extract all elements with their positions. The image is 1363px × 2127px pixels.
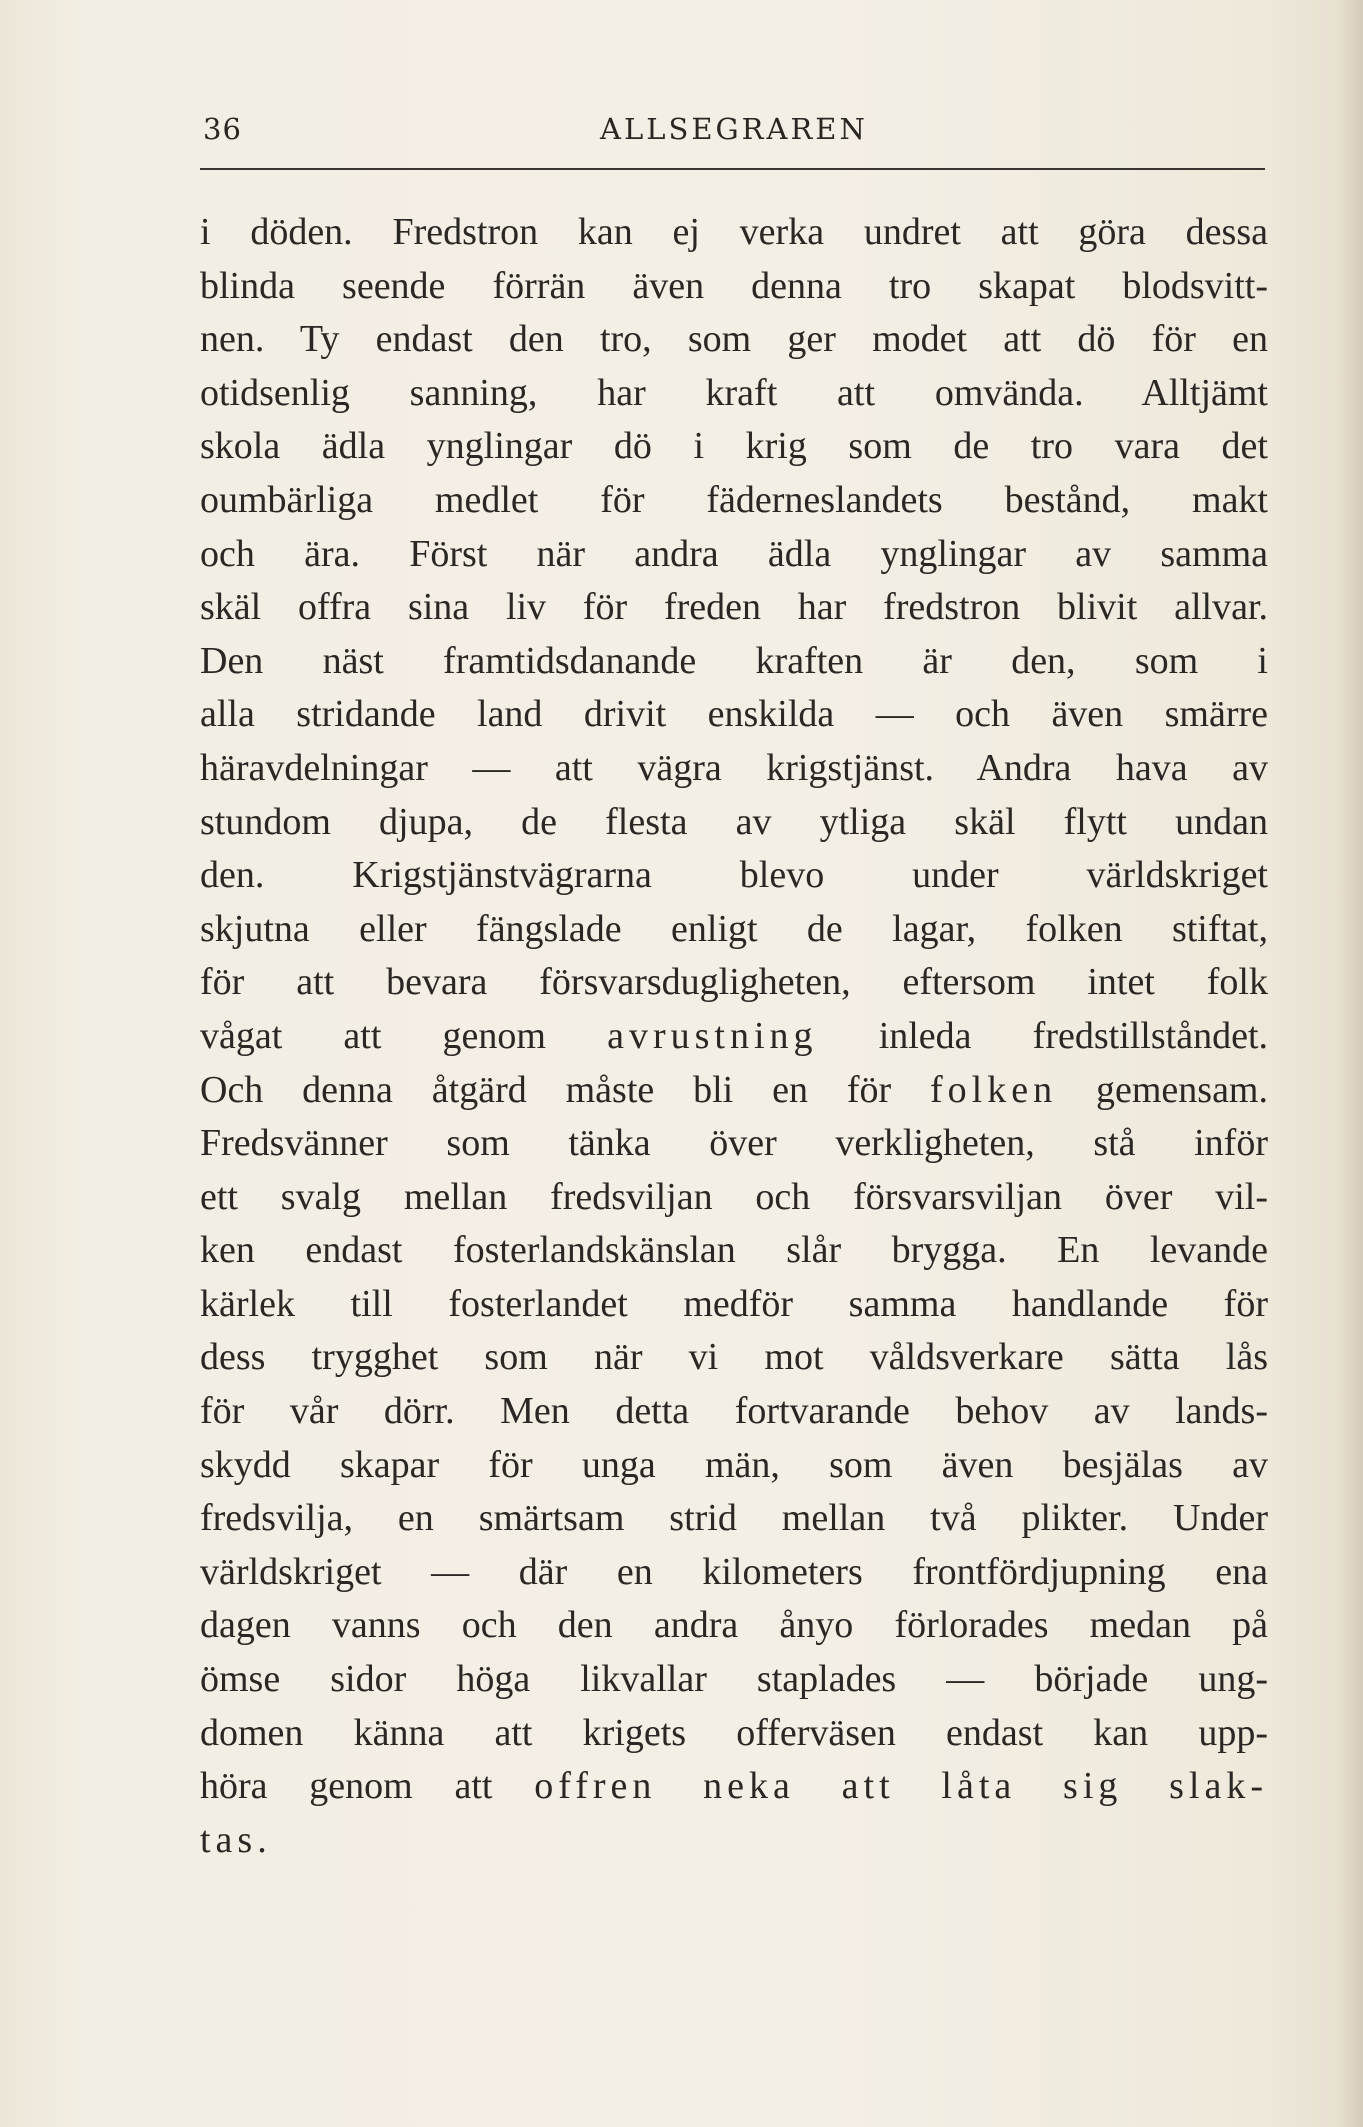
text-segment: gemensam. [1095, 1068, 1268, 1111]
text-line: Fredsvänner som tänka över verkligheten, stå inför [200, 1122, 1268, 1165]
text-line: häravdelningar — att vägra krigstjänst. Andra hava av [200, 746, 1268, 789]
running-title: ALLSEGRAREN [600, 112, 868, 146]
text-line: blinda seende förrän även denna tro skapat blodsvitt- [200, 264, 1268, 307]
text-line: och ära. Först när andra ädla ynglingar av samma [200, 532, 1268, 575]
text-line: domen känna att krigets offerväsen endast kan upp- [200, 1711, 1268, 1754]
text-line: nen. Ty endast den tro, som ger modet att dö för en [200, 318, 1268, 361]
text-line: tas. [200, 1818, 272, 1861]
text-line: Den näst framtidsdanande kraften är den, som i [200, 639, 1268, 682]
text-line: oumbärliga medlet för fäderneslandets bestånd, makt [200, 478, 1268, 521]
text-line: i döden. Fredstron kan ej verka undret att göra dessa [200, 211, 1268, 253]
text-line: världskriget — där en kilometers frontfördjupning ena [200, 1550, 1268, 1593]
text-line: dess trygghet som när vi mot våldsverkare sätta lås [200, 1336, 1268, 1379]
text-line: ett svalg mellan fredsviljan och försvarsviljan över vil- [200, 1175, 1268, 1218]
spaced-emphasis: folken [930, 1068, 1058, 1111]
header-rule [200, 168, 1265, 170]
text-line: otidsenlig sanning, har kraft att omvända. Alltjämt [200, 371, 1268, 414]
text-line: alla stridande land drivit enskilda — och även smärre [200, 693, 1268, 736]
page-number: 36 [203, 112, 242, 146]
text-line: för vår dörr. Men detta fortvarande behov av lands- [200, 1390, 1268, 1433]
page-edge-shadow [1337, 0, 1363, 2127]
body-text [200, 206, 1268, 1867]
text-line: kärlek till fosterlandet medför samma handlande för [200, 1282, 1268, 1325]
text-line: ömse sidor höga likvallar staplades — började ung- [200, 1658, 1268, 1701]
spaced-emphasis: offren neka att låta sig slak- [534, 1765, 1269, 1808]
text-line: dagen vanns och den andra ånyo förlorades medan på [200, 1604, 1268, 1647]
text-line: den. Krigstjänstvägrarna blevo under världskriget [200, 854, 1268, 897]
text-line: för att bevara försvarsdugligheten, eftersom intet folk [200, 961, 1268, 1004]
text-line [200, 1010, 1268, 1064]
text-line: stundom djupa, de flesta av ytliga skäl flytt undan [200, 800, 1268, 843]
spaced-emphasis: avrustning [607, 1014, 818, 1057]
text-line: fredsvilja, en smärtsam strid mellan två plikter. Under [200, 1497, 1268, 1540]
text-line [200, 1760, 1268, 1814]
text-segment: Och denna åtgärd måste bli en för [200, 1068, 892, 1111]
text-line [200, 1064, 1268, 1118]
text-segment: höra genom att [200, 1765, 493, 1808]
text-segment: vågat att genom [200, 1014, 546, 1057]
text-segment: inleda fredstillståndet. [878, 1014, 1268, 1057]
text-line: ken endast fosterlandskänslan slår brygga. En levande [200, 1229, 1268, 1272]
text-line: skola ädla ynglingar dö i krig som de tro vara det [200, 425, 1268, 468]
text-line: skäl offra sina liv för freden har fredstron blivit allvar. [200, 586, 1268, 629]
text-line: skjutna eller fängslade enligt de lagar, folken stiftat, [200, 907, 1268, 950]
text-line: skydd skapar för unga män, som även besjälas av [200, 1443, 1268, 1486]
